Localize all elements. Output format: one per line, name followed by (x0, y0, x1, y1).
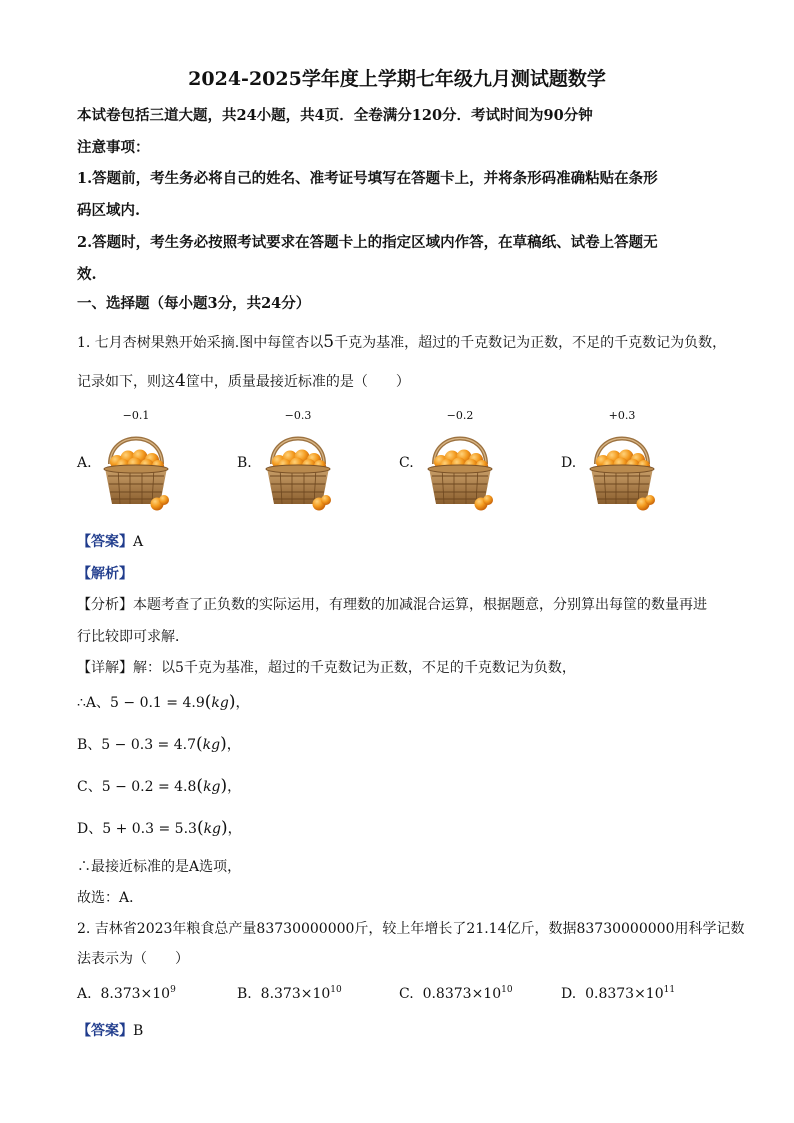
q1-line1: 1. 七月杏树果熟开始采摘.图中每筐杏以5千克为基准，超过的千克数记为正数，不足的千克数记为负数， (77, 332, 727, 352)
q1-answer: 【答案】A (77, 534, 144, 550)
q2-option-b: B. $8.373\times 10^{10}$ (237, 985, 342, 1002)
q1-calc-c: C、5 − 0.2 = 4.8(kg)， (77, 776, 242, 796)
notice-2-line2: 效. (77, 266, 97, 283)
q2-option-d: D. $0.8373\times 10^{11}$ (561, 985, 676, 1002)
q1-calc-b: B、5 − 0.3 = 4.7(kg)， (77, 734, 241, 754)
notice-heading: 注意事项： (77, 139, 150, 156)
q2-line1: 2. 吉林省2023年粮食总产量83730000000斤，较上年增长了21.14亿斤，数据83730000000用科学记数 (77, 921, 745, 937)
q1-choose: 故选：A． (77, 890, 144, 906)
notice-2-line1: 2.答题时，考生务必按照考试要求在答题卡上的指定区域内作答，在草稿纸、试卷上答题无 (77, 234, 658, 251)
q1-calc-d: D、5 + 0.3 = 5.3(kg)， (77, 818, 242, 838)
q2-answer: 【答案】B (77, 1023, 144, 1039)
option-b-value: −0.3 (284, 409, 312, 422)
intro-text: 本试卷包括三道大题，共24小题，共4页．全卷满分120分．考试时间为90分钟 (77, 107, 593, 124)
option-b-letter: B. (237, 455, 252, 471)
option-d-value: +0.3 (608, 409, 636, 422)
page-title: 2024-2025学年度上学期七年级九月测试题数学 (188, 68, 606, 90)
q2-option-c: C. $0.8373\times 10^{10}$ (399, 985, 513, 1002)
option-d-letter: D. (561, 455, 577, 471)
notice-1-line2: 码区域内. (77, 202, 141, 219)
apricot-basket-image-b (262, 424, 334, 514)
option-c-value: −0.2 (446, 409, 474, 422)
q1-line2: 记录如下，则这4筐中，质量最接近标准的是（ ） (77, 371, 410, 391)
section-heading-choice: 一、选择题（每小题3分，共24分） (77, 295, 311, 312)
apricot-basket-image-c (424, 424, 496, 514)
apricot-basket-image-d (586, 424, 658, 514)
option-a-letter: A. (77, 455, 92, 471)
q1-analysis-tag: 【解析】 (77, 566, 133, 582)
q1-fenxi-line2: 行比较即可求解． (77, 629, 189, 645)
q1-calc-a: ∴A、5 − 0.1 = 4.9(kg)， (77, 692, 250, 712)
notice-1-line1: 1.答题前，考生务必将自己的姓名、准考证号填写在答题卡上，并将条形码准确粘贴在条形 (77, 170, 658, 187)
apricot-basket-image-a (100, 424, 172, 514)
q2-option-a: A. $8.373\times 10^9$ (77, 985, 176, 1002)
q1-conclusion: ∴最接近标准的是A选项， (77, 859, 242, 875)
q2-line2: 法表示为（ ） (77, 951, 189, 967)
option-a-value: −0.1 (122, 409, 150, 422)
q1-detail: 【详解】解：以5千克为基准，超过的千克数记为正数，不足的千克数记为负数， (77, 660, 576, 676)
option-c-letter: C. (399, 455, 414, 471)
q1-fenxi-line1: 【分析】本题考查了正负数的实际运用，有理数的加减混合运算，根据题意，分别算出每筐的数量再进 (77, 597, 707, 613)
